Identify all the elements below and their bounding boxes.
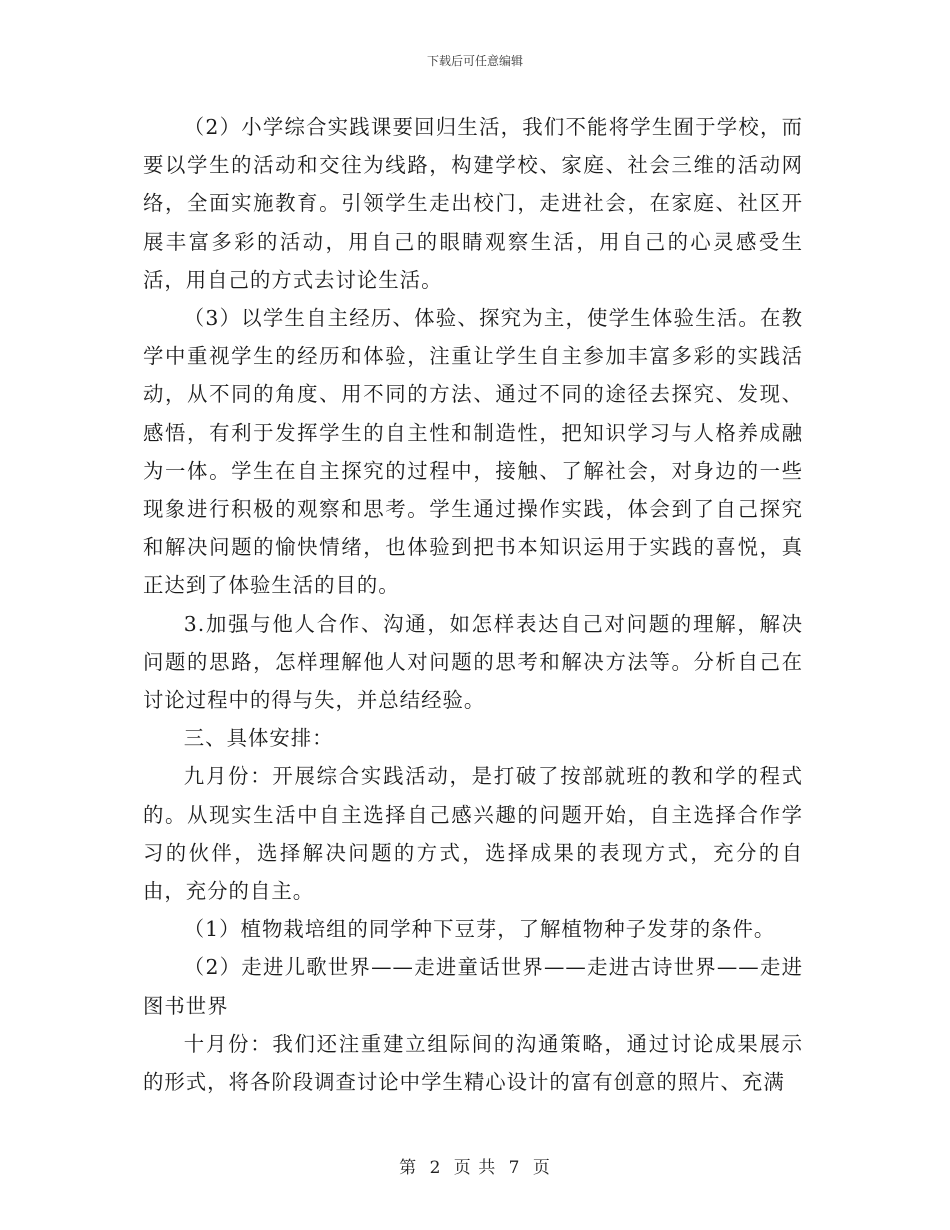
footer-label-pre: 第 [399,1158,418,1178]
current-page-number: 2 [429,1158,442,1178]
footer-label-mid: 页 共 [453,1158,497,1178]
page-footer [0,1153,950,1178]
paragraph-item-2: （2）走进儿歌世界——走进童话世界——走进古诗世界——走进图书世界 [143,955,803,1018]
paragraph-item-1: （1）植物栽培组的同学种下豆芽，了解植物种子发芽的条件。 [183,917,776,942]
paragraph-october: 十月份：我们还注重建立组际间的沟通策略，通过讨论成果展示的形式，将各阶段调查讨论中学生精心设计的富有创意的照片、充满 [143,1031,803,1095]
paragraph-2: （3）以学生自主经历、体验、探究为主，使学生体验生活。在教学中重视学生的经历和体验，注重让学生自主参加丰富多彩的实践活动，从不同的角度、用不同的方法、通过不同的途径去探究、发现、感悟，有利于发挥学生的自主性和制造性，把知识学习与人格养成融为一体。学生在自主探究的过程中，接触、了解社会，对身边的一些现象进行积极的观察和思考。学生通过操作实践，体会到了自己探究和解决问题的愉快情绪，也体验到把书本知识运用于实践的喜悦，真正达到了体验生活的目的。 [143,306,803,598]
total-pages-number: 7 [508,1158,521,1178]
paragraph-3: 3.加强与他人合作、沟通，如怎样表达自己对问题的理解，解决问题的思路，怎样理解他人对问题的思考和解决方法等。分析自己在讨论过程中的得与失，并总结经验。 [143,611,803,713]
document-body [143,108,803,1101]
section-heading: 三、具体安排： [183,726,334,751]
paragraph-september: 九月份：开展综合实践活动，是打破了按部就班的教和学的程式的。从现实生活中自主选择自己感兴趣的问题开始，自主选择合作学习的伙伴，选择解决问题的方式，选择成果的表现方式，充分的自由，充分的自主。 [143,764,803,904]
page-header: 下载后可任意编辑 [426,54,523,68]
paragraph-1: （2）小学综合实践课要回归生活，我们不能将学生囿于学校，而要以学生的活动和交往为线路，构建学校、家庭、社会三维的活动网络，全面实施教育。引领学生走出校门，走进社会，在家庭、社区开展丰富多彩的活动，用自己的眼睛观察生活，用自己的心灵感受生活，用自己的方式去讨论生活。 [143,115,803,292]
footer-label-post: 页 [532,1158,551,1178]
